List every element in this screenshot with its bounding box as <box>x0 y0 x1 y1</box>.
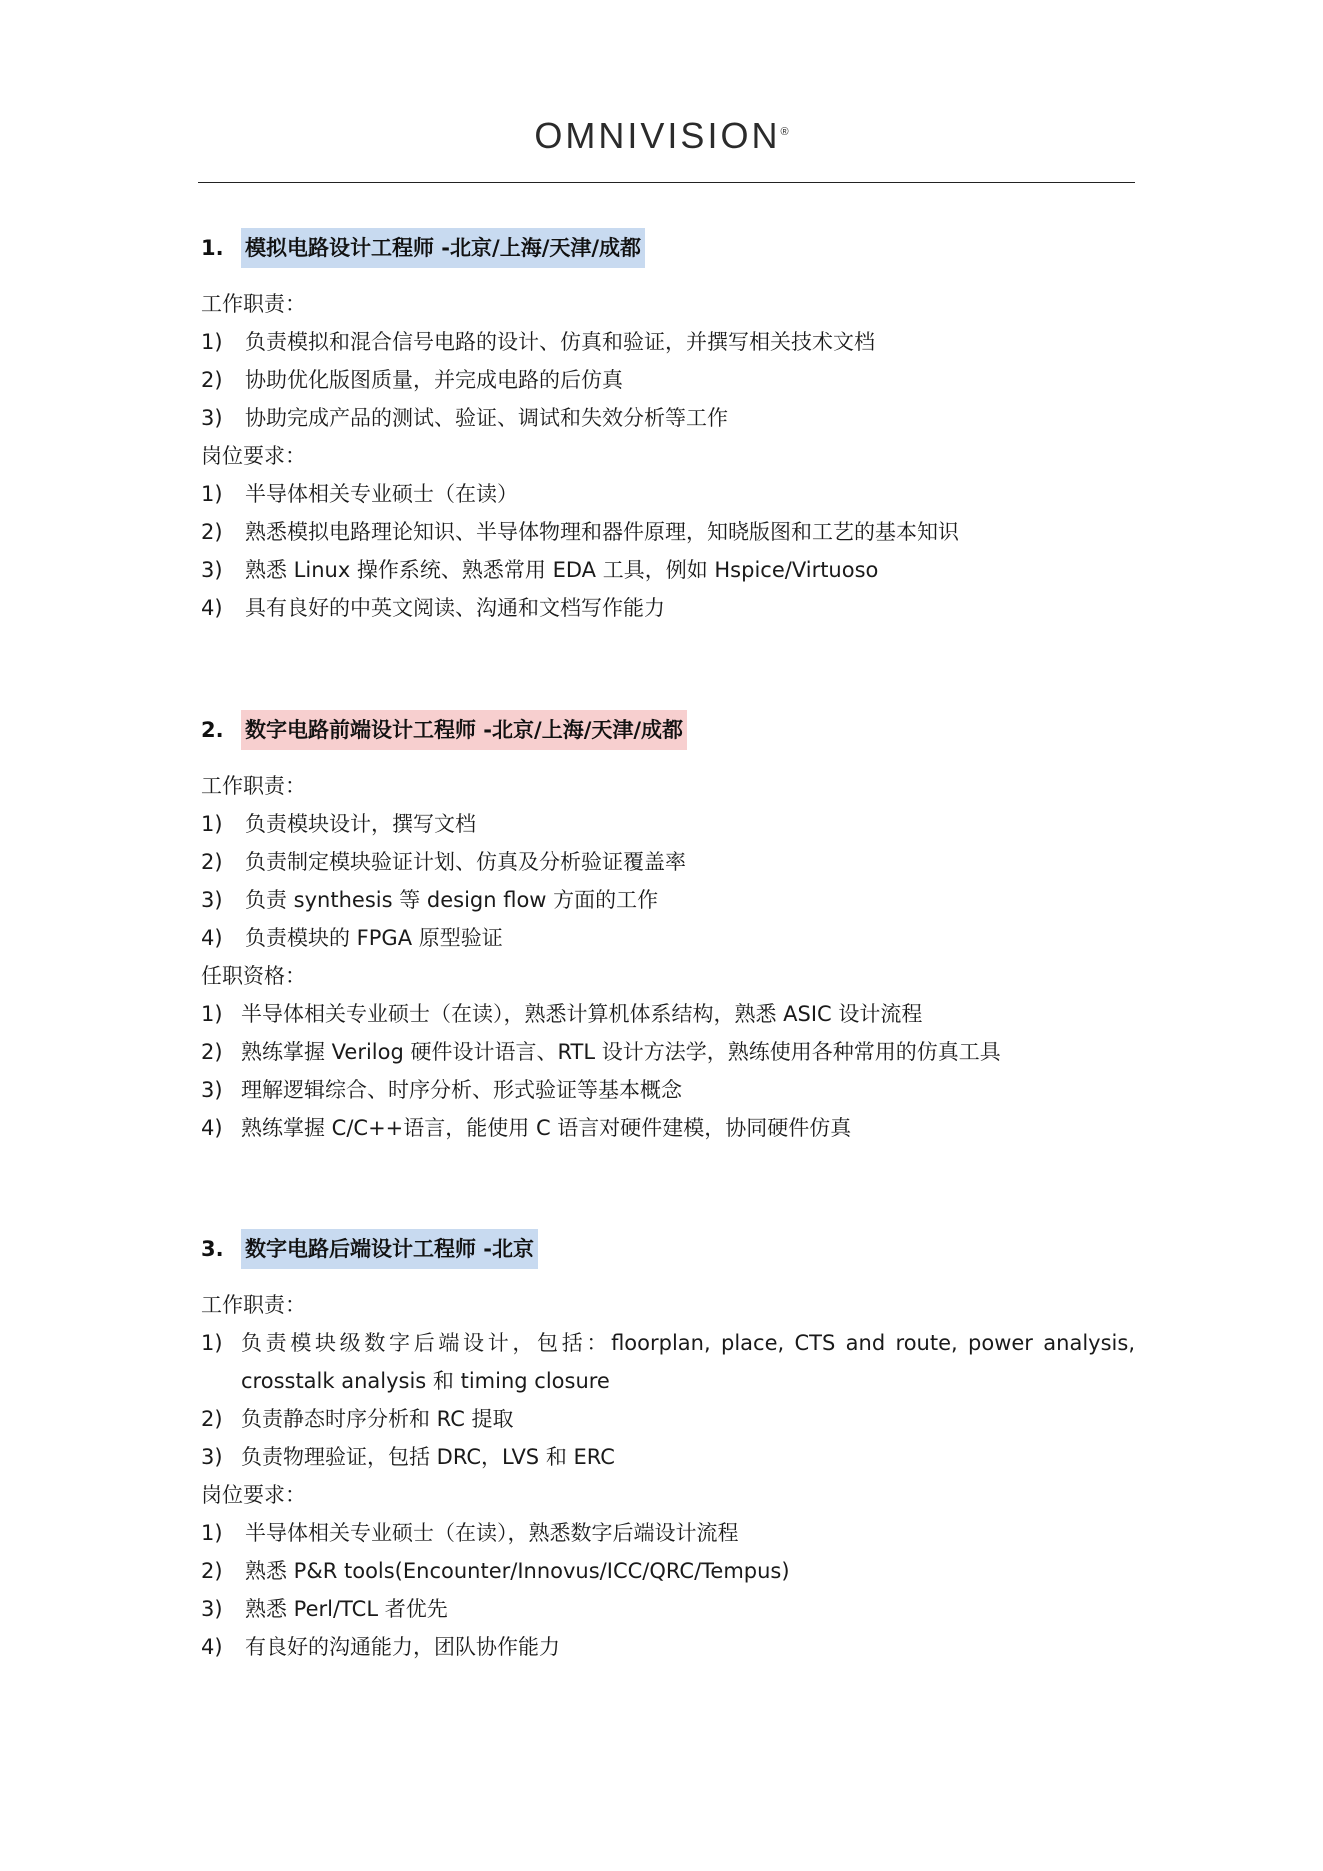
job-section-1 <box>201 228 1135 627</box>
list-item: 3) 协助完成产品的测试、验证、调试和失效分析等工作 <box>201 406 728 430</box>
header-divider <box>198 182 1135 183</box>
list-item: 4) 熟练掌握 C/C++语言，能使用 C 语言对硬件建模，协同硬件仿真 <box>201 1116 852 1140</box>
duties-heading: 工作职责： <box>201 292 306 316</box>
list-item: 3) 负责物理验证，包括 DRC，LVS 和 ERC <box>201 1445 615 1469</box>
job-title: 2. 数字电路前端设计工程师 -北京/上海/天津/成都 <box>201 710 1135 750</box>
list-item: 2) 负责静态时序分析和 RC 提取 <box>201 1407 514 1431</box>
company-logo: OMNIVISION® <box>534 115 789 156</box>
list-item: 1) 负责模块级数字后端设计，包括：floorplan, place, CTS and route, power analysis, crosstalk analysis 和 timing closure <box>201 1331 1135 1393</box>
list-item: 2) 协助优化版图质量，并完成电路的后仿真 <box>201 368 623 392</box>
job-title: 1. 模拟电路设计工程师 -北京/上海/天津/成都 <box>201 228 1135 268</box>
requirements-heading: 岗位要求： <box>201 444 306 468</box>
job-title-highlight: 数字电路后端设计工程师 -北京 <box>241 1229 538 1269</box>
list-item: 4) 具有良好的中英文阅读、沟通和文档写作能力 <box>201 596 665 620</box>
job-title-highlight: 数字电路前端设计工程师 -北京/上海/天津/成都 <box>241 710 687 750</box>
job-title-highlight: 模拟电路设计工程师 -北京/上海/天津/成都 <box>241 228 645 268</box>
list-item: 1) 半导体相关专业硕士（在读） <box>201 482 518 506</box>
registered-mark: ® <box>780 126 789 138</box>
list-item: 1) 负责模拟和混合信号电路的设计、仿真和验证，并撰写相关技术文档 <box>201 330 875 354</box>
list-item: 2) 熟练掌握 Verilog 硬件设计语言、RTL 设计方法学，熟练使用各种常用的仿真工具 <box>201 1040 1001 1064</box>
requirements-heading: 任职资格： <box>201 964 306 988</box>
requirements-heading: 岗位要求： <box>201 1483 306 1507</box>
list-item: 3) 理解逻辑综合、时序分析、形式验证等基本概念 <box>201 1078 682 1102</box>
duties-heading: 工作职责： <box>201 774 306 798</box>
list-item: 1) 负责模块设计，撰写文档 <box>201 812 476 836</box>
list-item: 1) 半导体相关专业硕士（在读），熟悉计算机体系结构，熟悉 ASIC 设计流程 <box>201 1002 923 1026</box>
list-item: 3) 负责 synthesis 等 design flow 方面的工作 <box>201 888 659 912</box>
job-title: 3. 数字电路后端设计工程师 -北京 <box>201 1229 1135 1269</box>
job-section-3 <box>201 1229 1135 1666</box>
list-item: 1) 半导体相关专业硕士（在读），熟悉数字后端设计流程 <box>201 1521 739 1545</box>
list-item: 3) 熟悉 Perl/TCL 者优先 <box>201 1597 448 1621</box>
list-item: 3) 熟悉 Linux 操作系统、熟悉常用 EDA 工具，例如 Hspice/Virtuoso <box>201 558 879 582</box>
list-item: 4) 有良好的沟通能力，团队协作能力 <box>201 1635 560 1659</box>
list-item: 2) 负责制定模块验证计划、仿真及分析验证覆盖率 <box>201 850 686 874</box>
list-item: 4) 负责模块的 FPGA 原型验证 <box>201 926 503 950</box>
list-item: 2) 熟悉 P&R tools(Encounter/Innovus/ICC/QRC/Tempus) <box>201 1559 790 1583</box>
list-item: 2) 熟悉模拟电路理论知识、半导体物理和器件原理，知晓版图和工艺的基本知识 <box>201 520 959 544</box>
job-section-2 <box>201 710 1135 1147</box>
duties-heading: 工作职责： <box>201 1293 306 1317</box>
